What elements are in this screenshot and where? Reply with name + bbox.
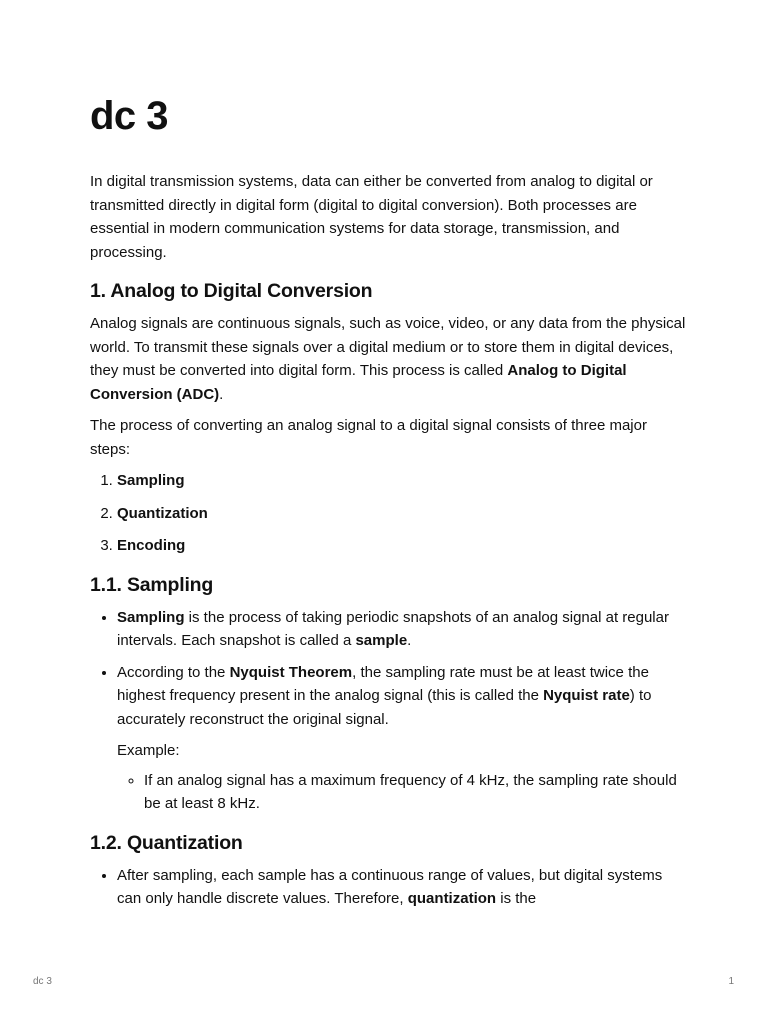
sampling-term: Sampling [117,608,185,626]
steps-list [90,469,688,558]
sampling-period: . [407,632,412,649]
list-item [117,502,688,526]
step-label: Encoding [117,537,186,554]
document-title: dc 3 [90,94,169,138]
quantization-term: quantization [407,890,497,907]
step-label: Quantization [117,504,208,522]
list-item [117,534,688,558]
section-heading-sampling: 1.1. Sampling [90,573,214,596]
nyquist-text-3: ) to accurately reconstruct the original signal. [117,687,652,728]
section-heading-quantization: 1.2. Quantization [90,831,243,854]
example-label: Example: [117,742,180,759]
list-item [117,661,688,816]
sample-term: sample [355,632,408,649]
footer-document-name: dc 3 [33,976,52,987]
adc-term: Analog to Digital Conversion (ADC) [90,362,627,403]
nyquist-text-1: According to the [117,663,230,681]
list-item: ◦ If an analog signal has a maximum frequency of 4 kHz, the sampling rate should be at least 8 kHz. [144,769,688,816]
quantization-text: After sampling, each sample has a continuous range of values, but digital systems can only handle discrete values. Therefore, [117,866,663,907]
adc-text: Analog signals are continuous signals, such as voice, video, or any data from the physical world. To transmit these signals over a digital medium or to store them in digital devices, they must be converted into digital form. This process is called [90,315,686,379]
sampling-bullet-list [90,606,688,816]
steps-intro-paragraph: The process of converting an analog signal to a digital signal consists of three major steps: [90,417,647,458]
section-heading-analog-to-digital: 1. Analog to Digital Conversion [90,280,373,302]
quantization-bullet-list [90,864,688,911]
nyquist-rate-term: Nyquist rate [543,687,630,704]
document-body [90,170,688,919]
list-item [117,606,688,653]
nyquist-text-2: , the sampling rate must be at least twice the highest frequency present in the analog signal (this is called the [117,663,649,704]
nyquist-theorem-term: Nyquist Theorem [229,663,353,681]
adc-period: . [219,385,224,403]
list-item [117,469,688,493]
footer-page-number: 1 [728,976,734,987]
adc-paragraph [90,312,688,406]
step-label: Sampling [117,472,185,489]
quantization-text-end: is the [496,890,537,907]
example-sub-list [117,769,688,816]
sampling-text: is the process of taking periodic snapshots of an analog signal at regular intervals. Each snapshot is called a [117,608,669,649]
list-item [117,864,688,911]
intro-paragraph: In digital transmission systems, data can either be converted from analog to digital or transmitted directly in digital form (digital to digital conversion). Both processes are essential in modern communication systems for data storage, transmission, and processing. [90,173,653,261]
